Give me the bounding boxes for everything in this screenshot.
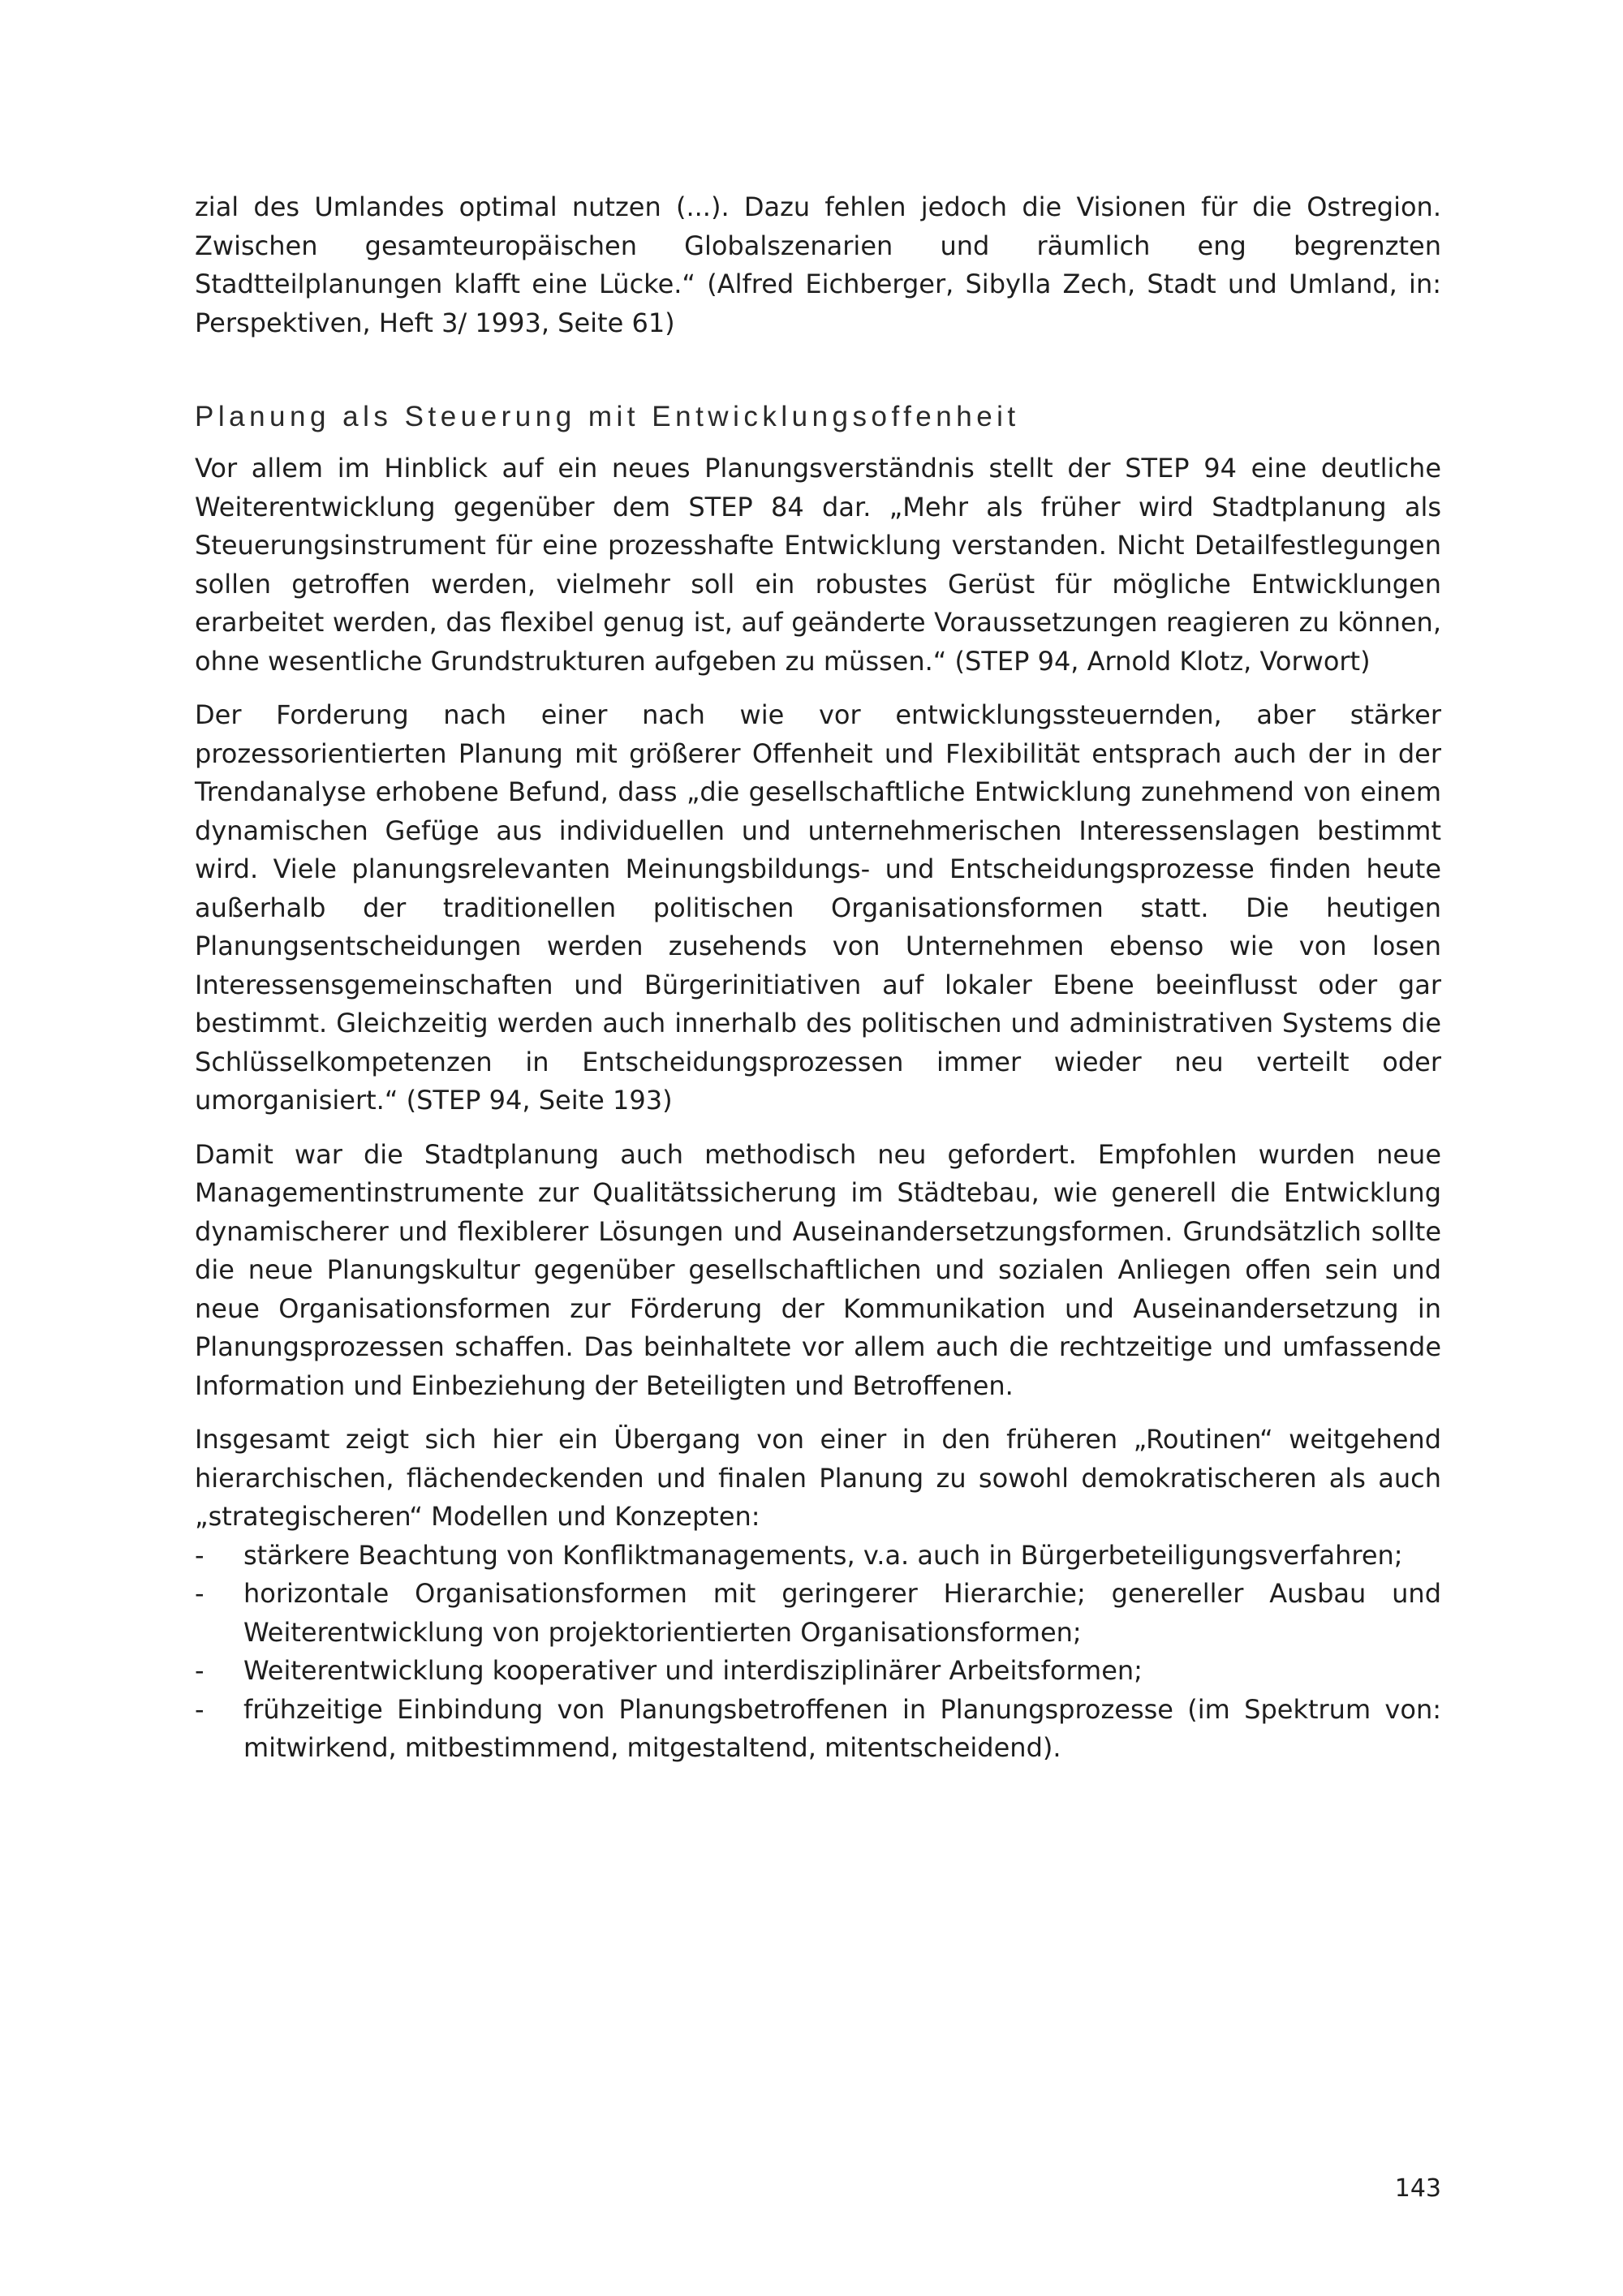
list-item-text: horizontale Organisationsformen mit geringerer Hierarchie; genereller Ausbau und Weiterentwicklung von projektorientierten Organisationsformen;: [243, 1578, 1441, 1648]
list-item: [195, 1691, 1441, 1768]
list-item: [195, 1652, 1441, 1691]
list-item: [195, 1537, 1441, 1576]
list-item-text: Weiterentwicklung kooperativer und interdisziplinärer Arbeitsformen;: [243, 1655, 1143, 1686]
paragraph-2: Der Forderung nach einer nach wie vor entwicklungssteuernden, aber stärker prozessorientierten Planung mit größerer Offenheit und Flexibilität entsprach auch der in der Trendanalyse erhobene Befund, dass „die gesellschaftliche Entwicklung zunehmend von einem dynamischen Gefüge aus individuellen und unternehmerischen Interessenslagen bestimmt wird. Viele planungsrelevanten Meinungsbildungs- und Entscheidungsprozesse finden heute außerhalb der traditionellen politischen Organisationsformen statt. Die heutigen Planungsentscheidungen werden zusehends von Unternehmen ebenso wie von losen Interessensgemeinschaften und Bürgerinitiativen auf lokaler Ebene beeinflusst oder gar bestimmt. Gleichzeitig werden auch innerhalb des politischen und administrativen Systems die Schlüsselkompetenzen in Entscheidungsprozessen immer wieder neu verteilt oder umorganisiert.“ (STEP 94, Seite 193): [195, 699, 1441, 1116]
page-number: 143: [1394, 2174, 1441, 2203]
paragraph-4: Insgesamt zeigt sich hier ein Übergang von einer in den früheren „Routinen“ weitgehend hierarchischen, flächendeckenden und finalen Planung zu sowohl demokratischeren als auch „strategischeren“ Modellen und Konzepten:: [195, 1424, 1441, 1532]
bullet-list: [195, 1537, 1441, 1768]
page-body: [195, 188, 1441, 1768]
paragraph-1: Vor allem im Hinblick auf ein neues Planungsverständnis stellt der STEP 94 eine deutliche Weiterentwicklung gegenüber dem STEP 84 dar. „Mehr als früher wird Stadtplanung als Steuerungsinstrument für eine prozesshafte Entwicklung verstanden. Nicht Detailfestlegungen sollen getroffen werden, vielmehr soll ein robustes Gerüst für mögliche Entwicklungen erarbeitet werden, das flexibel genug ist, auf geänderte Voraussetzungen reagieren zu können, ohne wesentliche Grundstrukturen aufgeben zu müssen.“ (STEP 94, Arnold Klotz, Vorwort): [195, 453, 1441, 677]
dash-bullet-icon: -: [195, 1539, 204, 1571]
list-item-text: stärkere Beachtung von Konfliktmanagements, v.a. auch in Bürgerbeteiligungsverfahren;: [243, 1539, 1403, 1571]
list-item-text: frühzeitige Einbindung von Planungsbetroffenen in Planungsprozesse (im Spektrum von: mitwirkend, mitbestimmend, mitgestaltend, mitentscheidend).: [243, 1693, 1441, 1763]
list-item: [195, 1575, 1441, 1652]
dash-bullet-icon: -: [195, 1693, 204, 1725]
paragraph-3: Damit war die Stadtplanung auch methodisch neu gefordert. Empfohlen wurden neue Managementinstrumente zur Qualitätssicherung im Städtebau, wie generell die Entwicklung dynamischerer und flexiblerer Lösungen und Auseinandersetzungsformen. Grundsätzlich sollte die neue Planungskultur gegenüber gesellschaftlichen und sozialen Anliegen offen sein und neue Organisationsformen zur Förderung der Kommunikation und Auseinandersetzung in Planungsprozessen schaffen. Das beinhaltete vor allem auch die rechtzeitige und umfassende Information und Einbeziehung der Beteiligten und Betroffenen.: [195, 1138, 1441, 1401]
dash-bullet-icon: -: [195, 1578, 204, 1609]
section-heading: Planung als Steuerung mit Entwicklungsoffenheit: [195, 401, 1020, 432]
dash-bullet-icon: -: [195, 1655, 204, 1686]
intro-paragraph: zial des Umlandes optimal nutzen (...). Dazu fehlen jedoch die Visionen für die Ostregion. Zwischen gesamteuropäischen Globalszenarien und räumlich eng begrenzten Stadtteilplanungen klafft eine Lücke.“ (Alfred Eichberger, Sibylla Zech, Stadt und Umland, in: Perspektiven, Heft 3/ 1993, Seite 61): [195, 191, 1441, 338]
